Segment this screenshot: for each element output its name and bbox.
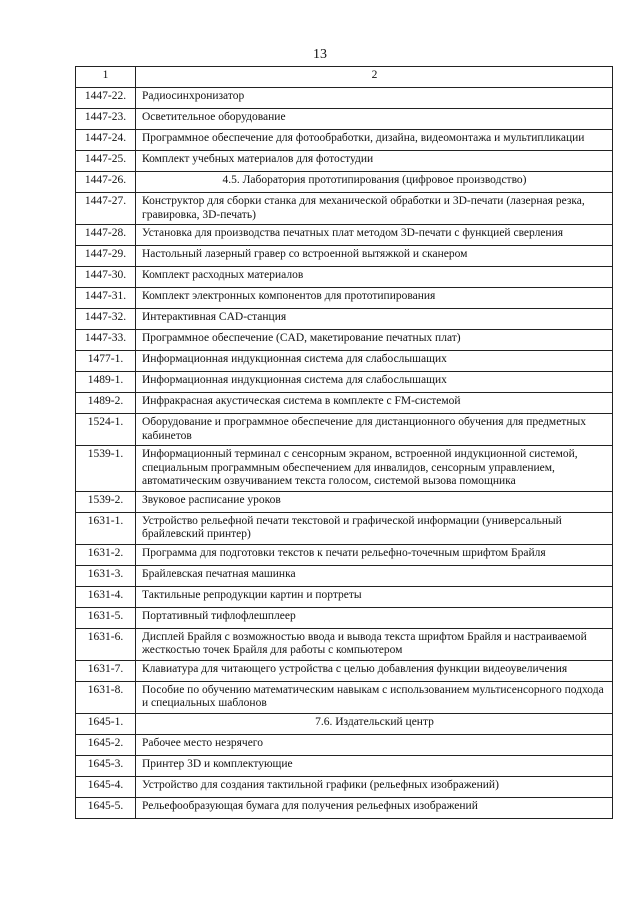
table-row	[76, 267, 613, 288]
table-row	[76, 797, 613, 818]
row-number: 1447-25.	[76, 151, 136, 172]
section-heading: 7.6. Издательский центр	[136, 713, 613, 734]
equipment-table	[75, 66, 613, 819]
row-description: Рабочее место незрячего	[136, 734, 613, 755]
table-row	[76, 393, 613, 414]
row-description: Инфракрасная акустическая система в комплекте с FM-системой	[136, 393, 613, 414]
table-row	[76, 755, 613, 776]
row-description: Комплект учебных материалов для фотостудии	[136, 151, 613, 172]
row-description: Информационная индукционная система для слабослышащих	[136, 351, 613, 372]
table-row	[76, 607, 613, 628]
table-row	[76, 372, 613, 393]
table-row	[76, 681, 613, 713]
row-number: 1447-23.	[76, 109, 136, 130]
row-description: Оборудование и программное обеспечение для дистанционного обучения для предметных кабинетов	[136, 414, 613, 446]
row-description: Портативный тифлофлешплеер	[136, 607, 613, 628]
table-row	[76, 172, 613, 193]
table-row	[76, 660, 613, 681]
row-number: 1631-2.	[76, 544, 136, 565]
row-number: 1489-1.	[76, 372, 136, 393]
table-row	[76, 225, 613, 246]
row-number: 1645-3.	[76, 755, 136, 776]
row-description: Комплект расходных материалов	[136, 267, 613, 288]
table-row	[76, 446, 613, 492]
table-row	[76, 586, 613, 607]
table-row	[76, 109, 613, 130]
table-row	[76, 288, 613, 309]
row-number: 1447-30.	[76, 267, 136, 288]
row-number: 1477-1.	[76, 351, 136, 372]
table-row	[76, 130, 613, 151]
table-row	[76, 544, 613, 565]
row-number: 1631-5.	[76, 607, 136, 628]
table-row	[76, 309, 613, 330]
row-description: Настольный лазерный гравер со встроенной вытяжкой и сканером	[136, 246, 613, 267]
row-number: 1447-22.	[76, 88, 136, 109]
table-row	[76, 491, 613, 512]
row-description: Интерактивная CAD-станция	[136, 309, 613, 330]
row-description: Устройство рельефной печати текстовой и графической информации (универсальный брайлевский принтер)	[136, 512, 613, 544]
row-description: Информационная индукционная система для слабослышащих	[136, 372, 613, 393]
row-description: Рельефообразующая бумага для получения рельефных изображений	[136, 797, 613, 818]
row-number: 1447-26.	[76, 172, 136, 193]
row-description: Тактильные репродукции картин и портреты	[136, 586, 613, 607]
table-row	[76, 565, 613, 586]
table-row	[76, 193, 613, 225]
row-number: 1645-1.	[76, 713, 136, 734]
row-description: Брайлевская печатная машинка	[136, 565, 613, 586]
row-description: Звуковое расписание уроков	[136, 491, 613, 512]
row-description: Осветительное оборудование	[136, 109, 613, 130]
row-number: 1489-2.	[76, 393, 136, 414]
table-header-row	[76, 67, 613, 88]
header-col-1: 1	[76, 67, 136, 88]
row-number: 1645-5.	[76, 797, 136, 818]
row-description: Информационный терминал с сенсорным экраном, встроенной индукционной системой, специальным программным обеспечением для инвалидов, сенсорным управлением, автоматическим озвучиванием текста голосом, системой вызова помощника	[136, 446, 613, 492]
table-row	[76, 512, 613, 544]
header-col-2: 2	[136, 67, 613, 88]
row-number: 1645-2.	[76, 734, 136, 755]
row-number: 1631-7.	[76, 660, 136, 681]
row-description: Устройство для создания тактильной графики (рельефных изображений)	[136, 776, 613, 797]
row-description: Комплект электронных компонентов для прототипирования	[136, 288, 613, 309]
table-row	[76, 713, 613, 734]
table-row	[76, 351, 613, 372]
row-number: 1447-32.	[76, 309, 136, 330]
table-row	[76, 88, 613, 109]
row-description: Принтер 3D и комплектующие	[136, 755, 613, 776]
row-description: Программное обеспечение для фотообработки, дизайна, видеомонтажа и мультипликации	[136, 130, 613, 151]
row-number: 1631-3.	[76, 565, 136, 586]
row-description: Конструктор для сборки станка для механической обработки и 3D-печати (лазерная резка, гравировка, 3D-печать)	[136, 193, 613, 225]
row-description: Пособие по обучению математическим навыкам с использованием мультисенсорного подхода и специальных шаблонов	[136, 681, 613, 713]
row-number: 1524-1.	[76, 414, 136, 446]
table-row	[76, 628, 613, 660]
row-description: Клавиатура для читающего устройства с целью добавления функции видеоувеличения	[136, 660, 613, 681]
row-description: Программное обеспечение (CAD, макетирование печатных плат)	[136, 330, 613, 351]
row-number: 1447-28.	[76, 225, 136, 246]
table-row	[76, 246, 613, 267]
row-number: 1447-33.	[76, 330, 136, 351]
row-number: 1631-6.	[76, 628, 136, 660]
row-number: 1539-1.	[76, 446, 136, 492]
row-description: Программа для подготовки текстов к печати рельефно-точечным шрифтом Брайля	[136, 544, 613, 565]
table-row	[76, 151, 613, 172]
row-number: 1645-4.	[76, 776, 136, 797]
section-heading: 4.5. Лаборатория прототипирования (цифровое производство)	[136, 172, 613, 193]
row-description: Дисплей Брайля с возможностью ввода и вывода текста шрифтом Брайля и настраиваемой жесткостью точек Брайля для работы с компьютером	[136, 628, 613, 660]
row-number: 1447-29.	[76, 246, 136, 267]
page-number: 13	[313, 47, 327, 62]
table-row	[76, 330, 613, 351]
table-row	[76, 734, 613, 755]
row-number: 1447-31.	[76, 288, 136, 309]
row-description: Радиосинхронизатор	[136, 88, 613, 109]
row-description: Установка для производства печатных плат методом 3D-печати с функцией сверления	[136, 225, 613, 246]
table-row	[76, 776, 613, 797]
row-number: 1539-2.	[76, 491, 136, 512]
row-number: 1631-4.	[76, 586, 136, 607]
row-number: 1447-27.	[76, 193, 136, 225]
row-number: 1631-1.	[76, 512, 136, 544]
row-number: 1447-24.	[76, 130, 136, 151]
row-number: 1631-8.	[76, 681, 136, 713]
table-row	[76, 414, 613, 446]
